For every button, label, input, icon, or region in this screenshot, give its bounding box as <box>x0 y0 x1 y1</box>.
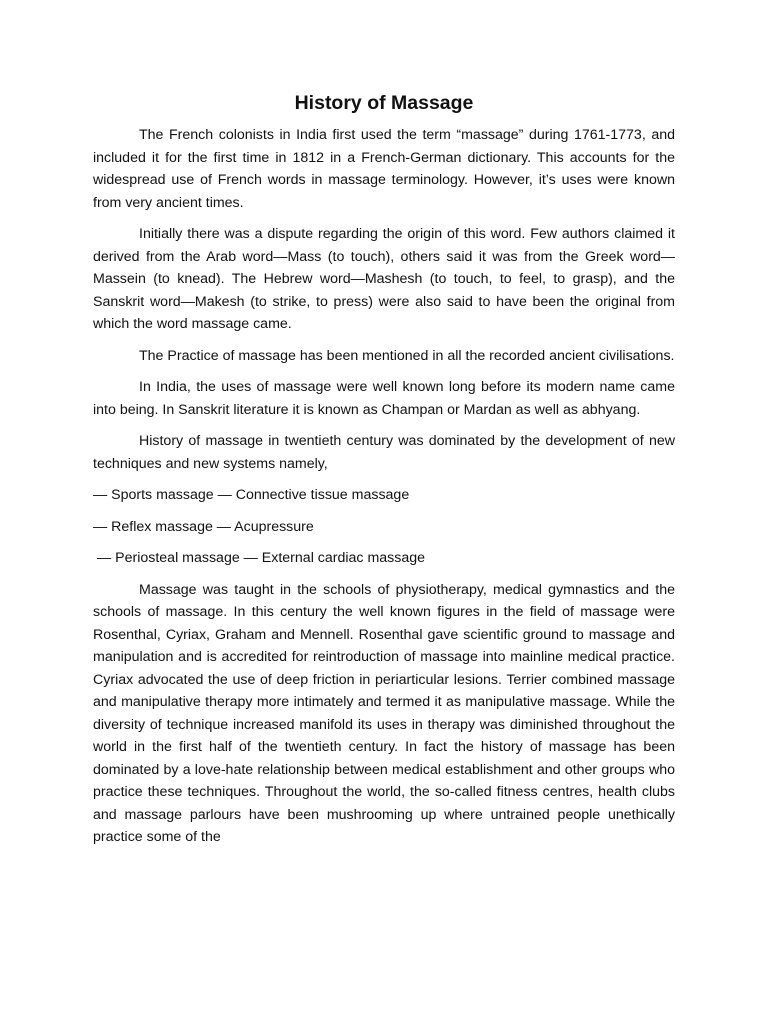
paragraph-word-dispute: Initially there was a dispute regarding the origin of this word. Few authors claimed it derived from the Arab word—Mass (to touch), others said it was from the Greek word—Massein (to knead). The Hebrew word—Mashesh (to touch, to feel, to grasp), and the Sanskrit word—Makesh (to strike, to press) were also said to have been the original from which the word massage came. <box>93 226 675 332</box>
systems-line: — Periosteal massage — External cardiac massage <box>97 550 426 566</box>
paragraph-india: In India, the uses of massage were well known long before its modern name came into being. In Sanskrit literature it is known as Champan or Mardan as well as abhyang. <box>93 379 675 418</box>
paragraph-twentieth-century: History of massage in twentieth century was dominated by the development of new techniques and new systems namely, <box>93 433 675 472</box>
paragraph-ancient-practice: The Practice of massage has been mentioned in all the recorded ancient civilisations. <box>139 347 675 364</box>
systems-line: — Reflex massage — Acupressure <box>93 518 314 535</box>
page-title: History of Massage <box>294 92 474 114</box>
document-page <box>93 88 675 858</box>
paragraph-term-origin: The French colonists in India first used the term “massage” during 1761-1773, and included it for the first time in 1812 in a French-German dictionary. This accounts for the widespread use of French words in massage terminology. However, it’s uses were known from very ancient times. <box>93 127 675 211</box>
systems-line: — Sports massage — Connective tissue massage <box>93 487 410 503</box>
paragraph-schools-and-figures: Massage was taught in the schools of physiotherapy, medical gymnastics and the schools of massage. In this century the well known figures in the field of massage were Rosenthal, Cyriax, Graham and Mennell. Rosenthal gave scientific ground to massage and manipulation and is accredited for reintroduction of massage into mainline medical practice. Cyriax advocated the use of deep friction in periarticular lesions. Terrier combined massage and manipulative therapy more intimately and termed it as manipulative massage. While the diversity of technique increased manifold its uses in therapy was diminished throughout the world in the first half of the twentieth century. In fact the history of massage has been dominated by a love-hate relationship between medical establishment and other groups who practice these techniques. Throughout the world, the so-called fitness centres, health clubs and massage parlours have been mushrooming up where untrained people unethically practice some of the <box>93 581 675 845</box>
